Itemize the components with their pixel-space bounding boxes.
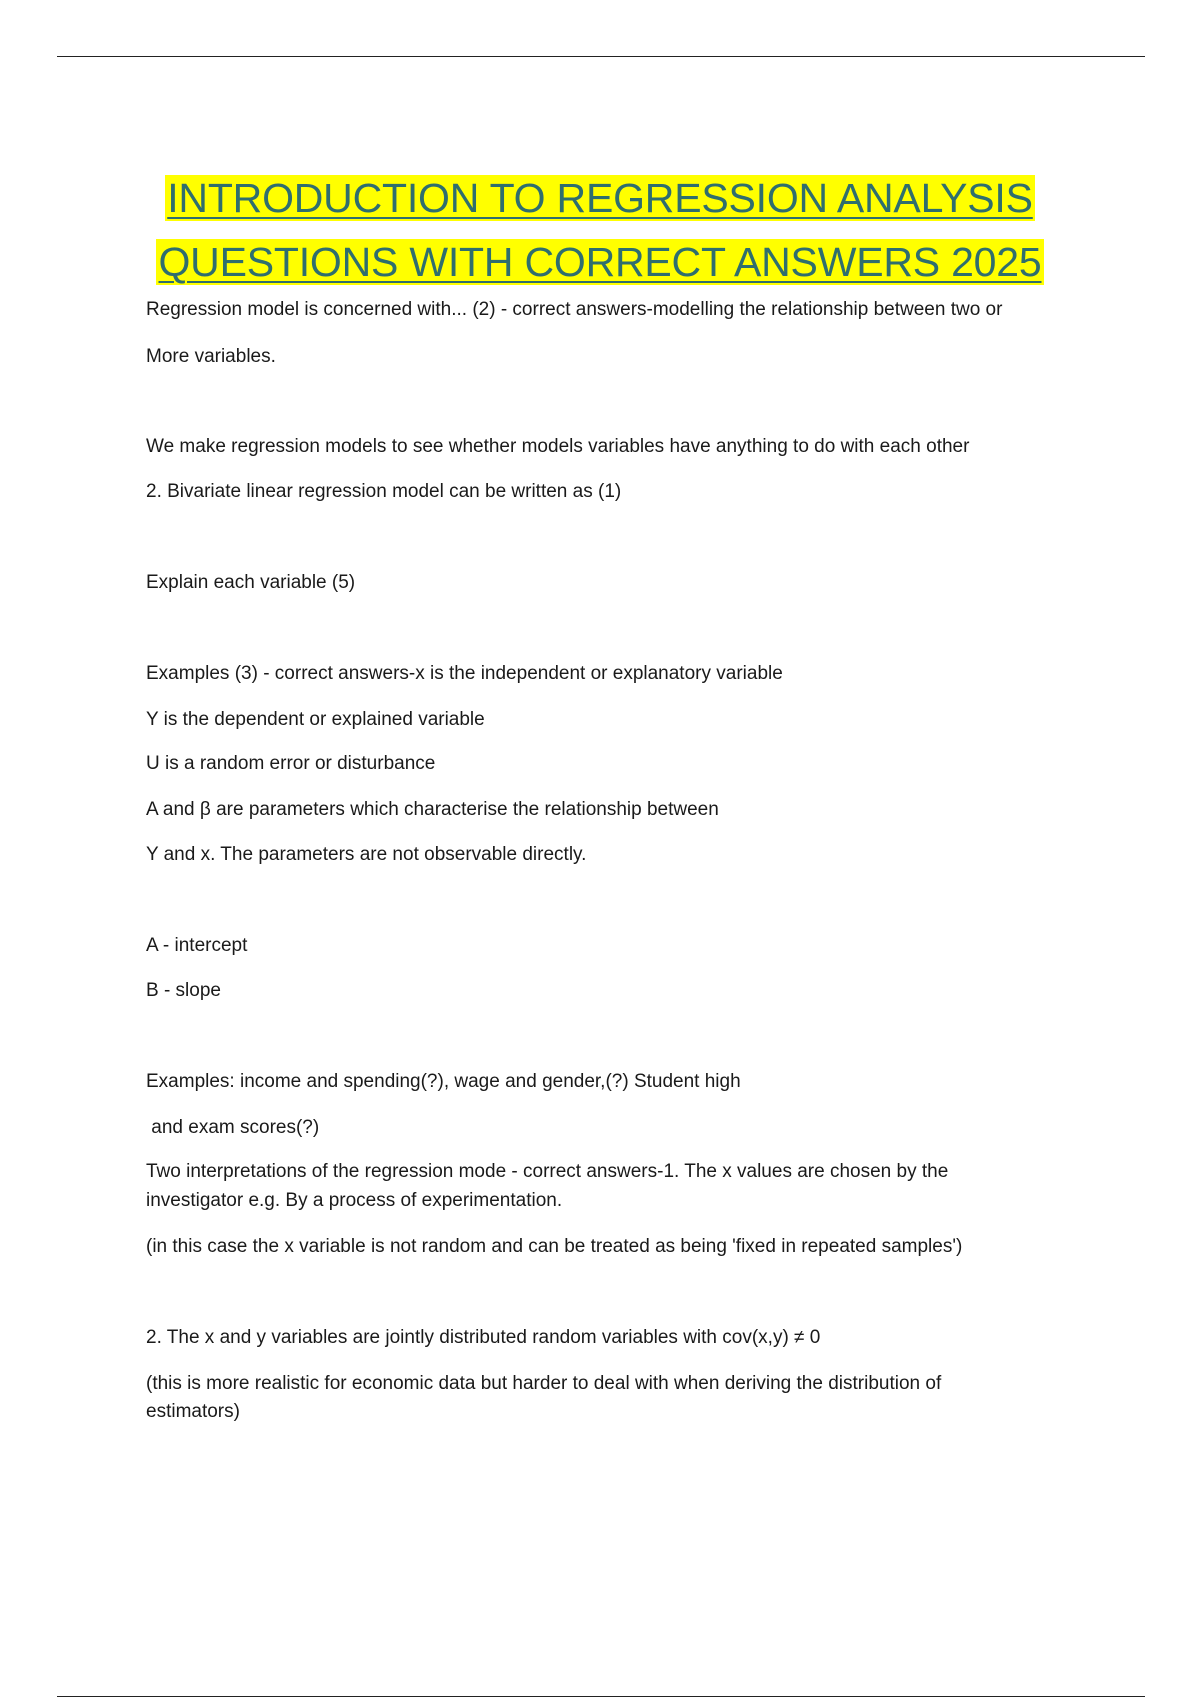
text-line: Explain each variable (5) bbox=[146, 572, 356, 593]
text-line: More variables. bbox=[146, 346, 276, 367]
text-line: Examples: income and spending(?), wage and gender,(?) Student high bbox=[146, 1071, 741, 1092]
text-line: Y is the dependent or explained variable bbox=[146, 709, 485, 730]
text-line: A - intercept bbox=[146, 935, 248, 956]
text-line: and exam scores(?) bbox=[146, 1117, 320, 1138]
text-line: Two interpretations of the regression mode - correct answers-1. The x values are chosen by the bbox=[146, 1161, 949, 1182]
text-line: U is a random error or disturbance bbox=[146, 753, 436, 774]
top-rule bbox=[57, 56, 1145, 57]
text-line: investigator e.g. By a process of experimentation. bbox=[146, 1190, 563, 1211]
title-highlight-1: INTRODUCTION TO REGRESSION ANALYSIS bbox=[167, 175, 1033, 221]
bottom-rule bbox=[57, 1696, 1145, 1697]
text-line: Y and x. The parameters are not observable directly. bbox=[146, 844, 587, 865]
text-line: 2. The x and y variables are jointly distributed random variables with cov(x,y) ≠ 0 bbox=[146, 1327, 821, 1348]
text-line: (this is more realistic for economic data but harder to deal with when deriving the distribution of bbox=[146, 1373, 942, 1394]
text-line: (in this case the x variable is not random and can be treated as being 'fixed in repeated samples') bbox=[146, 1236, 963, 1257]
text-line: A and β are parameters which characterise the relationship between bbox=[146, 799, 719, 820]
text-line: 2. Bivariate linear regression model can be written as (1) bbox=[146, 481, 622, 502]
document-title-line-2 bbox=[0, 238, 1200, 286]
document-title-line-1 bbox=[0, 174, 1200, 222]
text-line: Examples (3) - correct answers-x is the independent or explanatory variable bbox=[146, 663, 783, 684]
text-line: We make regression models to see whether models variables have anything to do with each other bbox=[146, 436, 970, 457]
text-line: B - slope bbox=[146, 980, 221, 1001]
text-line: estimators) bbox=[146, 1401, 240, 1422]
text-line: Regression model is concerned with... (2) - correct answers-modelling the relationship between two or bbox=[146, 299, 1003, 320]
title-highlight-2: QUESTIONS WITH CORRECT ANSWERS 2025 bbox=[158, 239, 1042, 285]
